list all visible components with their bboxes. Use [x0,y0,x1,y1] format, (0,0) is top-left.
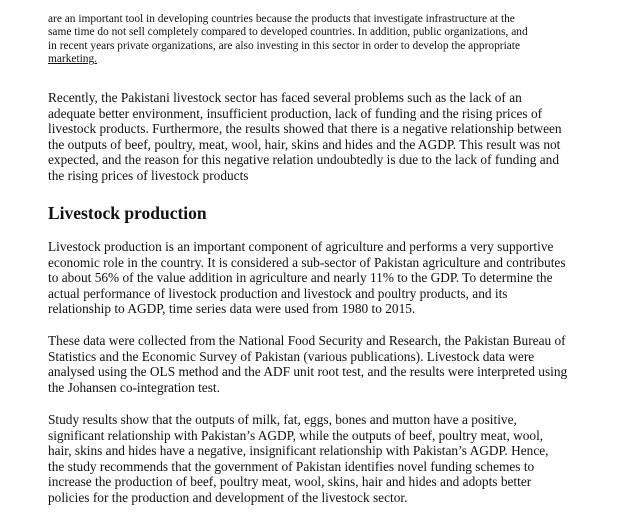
text-line: the study recommends that the government of Pakistan identifies novel funding schemes to [48,458,535,474]
text-line: analysed using the OLS method and the ADF unit root test, and the results were interpreted using [48,364,568,380]
text-line: expected, and the reason for this negative relation undoubtedly is due to the lack of funding and [48,152,559,168]
text-line: policies for the production and development of the livestock sector. [48,489,408,505]
data-sources-paragraph [48,333,604,395]
text-line: hair, skins and hides have a negative, insignificant relationship with Pakistan’s AGDP. Hence, [48,443,549,459]
text-line: Recently, the Pakistani livestock sector has faced several problems such as the lack of an [48,90,522,105]
text-line: the outputs of beef, poultry, meat, wool, hair, skins and hides and the AGDP. This result was not [48,136,561,152]
text-line: same time do not sell completely compared to developed countries. In addition, public organizations, and [48,26,528,39]
text-line: relationship to AGDP, time series data were used from 1980 to 2015. [48,301,416,317]
intro-paragraph [48,13,600,67]
text-line: livestock products. Furthermore, the results showed that there is a negative relationship between [48,121,562,137]
section-heading: Livestock production [48,203,207,223]
text-line: are an important tool in developing countries because the products that investigate infrastructure at the [48,13,515,25]
text-line: economic role in the country. It is considered a sub-sector of Pakistan agriculture and contributes [48,254,566,270]
text-line: to about 56% of the value addition in agriculture and nearly 11% to the GDP. To determine the [48,270,553,286]
text-line: These data were collected from the National Food Security and Research, the Pakistan Bureau of [48,333,566,348]
text-line: the rising prices of livestock products [48,167,249,183]
text-line: in recent years private organizations, are also investing in this sector in order to develop the appropriate [48,39,521,52]
study-results-paragraph [48,412,604,506]
text-line: increase the production of beef, poultry meat, wool, skins, hair and hides and adopts better [48,474,532,490]
text-line: significant relationship with Pakistan’s AGDP, while the outputs of beef, poultry meat, wool, [48,427,544,443]
text-line: Study results show that the outputs of milk, fat, eggs, bones and mutton have a positive, [48,412,517,427]
text-line: Statistics and the Economic Survey of Pakistan (various publications). Livestock data were [48,348,535,364]
text-line: Livestock production is an important component of agriculture and performs a very supportive [48,239,554,254]
text-line: actual performance of livestock production and livestock and poultry products, and its [48,285,508,301]
text-line: marketing. [48,53,98,66]
livestock-overview-paragraph [48,239,604,317]
text-line: adequate better environment, insufficient production, lack of funding and the rising prices of [48,105,543,121]
recent-problems-paragraph [48,90,604,184]
text-line: the Johansen co-integration test. [48,379,220,395]
